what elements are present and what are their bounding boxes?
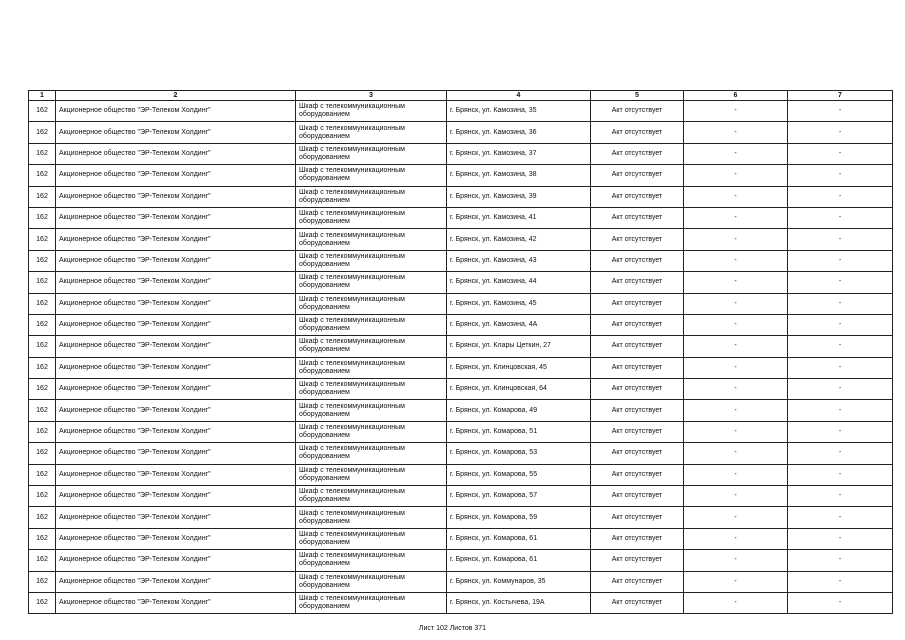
col7-cell: - — [788, 507, 893, 528]
row-number-cell: 162 — [29, 357, 56, 378]
act-status-cell: Акт отсутствует — [591, 528, 684, 549]
col7-cell: - — [788, 314, 893, 335]
table-row — [29, 272, 893, 293]
object-cell: Шкаф с телекоммуникационным оборудованием — [296, 229, 447, 250]
organization-cell: Акционерное общество "ЭР-Телеком Холдинг" — [56, 336, 296, 357]
address-cell: г. Брянск, ул. Комарова, 51 — [447, 421, 591, 442]
act-status-cell: Акт отсутствует — [591, 400, 684, 421]
organization-cell: Акционерное общество "ЭР-Телеком Холдинг" — [56, 400, 296, 421]
page-number: Лист 102 Листов 371 — [418, 625, 487, 632]
col6-cell: - — [684, 357, 788, 378]
row-number-cell: 162 — [29, 122, 56, 143]
organization-cell: Акционерное общество "ЭР-Телеком Холдинг" — [56, 486, 296, 507]
col7-cell: - — [788, 336, 893, 357]
col7-cell: - — [788, 165, 893, 186]
object-cell: Шкаф с телекоммуникационным оборудованием — [296, 507, 447, 528]
organization-cell: Акционерное общество "ЭР-Телеком Холдинг" — [56, 464, 296, 485]
col6-cell: - — [684, 421, 788, 442]
col7-cell: - — [788, 272, 893, 293]
organization-cell: Акционерное общество "ЭР-Телеком Холдинг" — [56, 272, 296, 293]
organization-cell: Акционерное общество "ЭР-Телеком Холдинг" — [56, 143, 296, 164]
organization-cell: Акционерное общество "ЭР-Телеком Холдинг" — [56, 443, 296, 464]
col6-cell: - — [684, 207, 788, 228]
column-header: 5 — [591, 91, 684, 101]
table-row — [29, 229, 893, 250]
col6-cell: - — [684, 143, 788, 164]
col6-cell: - — [684, 443, 788, 464]
act-status-cell: Акт отсутствует — [591, 207, 684, 228]
row-number-cell: 162 — [29, 592, 56, 613]
act-status-cell: Акт отсутствует — [591, 101, 684, 122]
table-row — [29, 528, 893, 549]
organization-cell: Акционерное общество "ЭР-Телеком Холдинг" — [56, 507, 296, 528]
object-cell: Шкаф с телекоммуникационным оборудованием — [296, 486, 447, 507]
act-status-cell: Акт отсутствует — [591, 507, 684, 528]
address-cell: г. Брянск, ул. Камозина, 41 — [447, 207, 591, 228]
organization-cell: Акционерное общество "ЭР-Телеком Холдинг" — [56, 293, 296, 314]
col7-cell: - — [788, 186, 893, 207]
address-cell: г. Брянск, ул. Комарова, 49 — [447, 400, 591, 421]
object-cell: Шкаф с телекоммуникационным оборудованием — [296, 464, 447, 485]
table-row — [29, 357, 893, 378]
col7-cell: - — [788, 550, 893, 571]
col7-cell: - — [788, 143, 893, 164]
col6-cell: - — [684, 571, 788, 592]
table-row — [29, 571, 893, 592]
organization-cell: Акционерное общество "ЭР-Телеком Холдинг" — [56, 550, 296, 571]
object-cell: Шкаф с телекоммуникационным оборудованием — [296, 143, 447, 164]
object-cell: Шкаф с телекоммуникационным оборудованием — [296, 550, 447, 571]
object-cell: Шкаф с телекоммуникационным оборудованием — [296, 592, 447, 613]
act-status-cell: Акт отсутствует — [591, 165, 684, 186]
table-row — [29, 101, 893, 122]
column-header: 2 — [56, 91, 296, 101]
table-row — [29, 314, 893, 335]
object-cell: Шкаф с телекоммуникационным оборудованием — [296, 314, 447, 335]
object-cell: Шкаф с телекоммуникационным оборудованием — [296, 250, 447, 271]
address-cell: г. Брянск, ул. Клинцовская, 45 — [447, 357, 591, 378]
act-status-cell: Акт отсутствует — [591, 186, 684, 207]
row-number-cell: 162 — [29, 314, 56, 335]
col7-cell: - — [788, 421, 893, 442]
address-cell: г. Брянск, ул. Комарова, 59 — [447, 507, 591, 528]
address-cell: г. Брянск, ул. Комарова, 61 — [447, 528, 591, 549]
row-number-cell: 162 — [29, 143, 56, 164]
organization-cell: Акционерное общество "ЭР-Телеком Холдинг" — [56, 357, 296, 378]
table-row — [29, 186, 893, 207]
col6-cell: - — [684, 400, 788, 421]
col6-cell: - — [684, 122, 788, 143]
organization-cell: Акционерное общество "ЭР-Телеком Холдинг" — [56, 250, 296, 271]
col7-cell: - — [788, 229, 893, 250]
organization-cell: Акционерное общество "ЭР-Телеком Холдинг" — [56, 421, 296, 442]
act-status-cell: Акт отсутствует — [591, 122, 684, 143]
address-cell: г. Брянск, ул. Камозина, 4А — [447, 314, 591, 335]
table-header — [29, 91, 893, 101]
col6-cell: - — [684, 336, 788, 357]
organization-cell: Акционерное общество "ЭР-Телеком Холдинг" — [56, 229, 296, 250]
row-number-cell: 162 — [29, 571, 56, 592]
address-cell: г. Брянск, ул. Камозина, 45 — [447, 293, 591, 314]
column-header: 6 — [684, 91, 788, 101]
row-number-cell: 162 — [29, 207, 56, 228]
act-status-cell: Акт отсутствует — [591, 571, 684, 592]
object-cell: Шкаф с телекоммуникационным оборудованием — [296, 443, 447, 464]
organization-cell: Акционерное общество "ЭР-Телеком Холдинг" — [56, 379, 296, 400]
table-row — [29, 379, 893, 400]
registry-table — [28, 90, 893, 614]
object-cell: Шкаф с телекоммуникационным оборудованием — [296, 421, 447, 442]
address-cell: г. Брянск, ул. Коммунаров, 35 — [447, 571, 591, 592]
row-number-cell: 162 — [29, 229, 56, 250]
table-row — [29, 250, 893, 271]
object-cell: Шкаф с телекоммуникационным оборудованием — [296, 165, 447, 186]
object-cell: Шкаф с телекоммуникационным оборудованием — [296, 122, 447, 143]
table-row — [29, 165, 893, 186]
organization-cell: Акционерное общество "ЭР-Телеком Холдинг" — [56, 314, 296, 335]
col6-cell: - — [684, 186, 788, 207]
col6-cell: - — [684, 550, 788, 571]
object-cell: Шкаф с телекоммуникационным оборудованием — [296, 272, 447, 293]
row-number-cell: 162 — [29, 464, 56, 485]
address-cell: г. Брянск, ул. Камозина, 43 — [447, 250, 591, 271]
address-cell: г. Брянск, ул. Камозина, 37 — [447, 143, 591, 164]
address-cell: г. Брянск, ул. Клинцовская, 64 — [447, 379, 591, 400]
address-cell: г. Брянск, ул. Комарова, 55 — [447, 464, 591, 485]
row-number-cell: 162 — [29, 379, 56, 400]
row-number-cell: 162 — [29, 550, 56, 571]
col7-cell: - — [788, 101, 893, 122]
table-row — [29, 443, 893, 464]
column-header: 4 — [447, 91, 591, 101]
col6-cell: - — [684, 101, 788, 122]
act-status-cell: Акт отсутствует — [591, 314, 684, 335]
table-row — [29, 507, 893, 528]
act-status-cell: Акт отсутствует — [591, 550, 684, 571]
col6-cell: - — [684, 592, 788, 613]
address-cell: г. Брянск, ул. Камозина, 44 — [447, 272, 591, 293]
act-status-cell: Акт отсутствует — [591, 143, 684, 164]
row-number-cell: 162 — [29, 421, 56, 442]
row-number-cell: 162 — [29, 336, 56, 357]
table-row — [29, 486, 893, 507]
object-cell: Шкаф с телекоммуникационным оборудованием — [296, 186, 447, 207]
col7-cell: - — [788, 400, 893, 421]
act-status-cell: Акт отсутствует — [591, 293, 684, 314]
table-row — [29, 421, 893, 442]
table-row — [29, 143, 893, 164]
table-body — [29, 101, 893, 614]
organization-cell: Акционерное общество "ЭР-Телеком Холдинг" — [56, 122, 296, 143]
table-row — [29, 400, 893, 421]
col6-cell: - — [684, 165, 788, 186]
column-header: 7 — [788, 91, 893, 101]
object-cell: Шкаф с телекоммуникационным оборудованием — [296, 571, 447, 592]
organization-cell: Акционерное общество "ЭР-Телеком Холдинг" — [56, 592, 296, 613]
object-cell: Шкаф с телекоммуникационным оборудованием — [296, 207, 447, 228]
col6-cell: - — [684, 379, 788, 400]
object-cell: Шкаф с телекоммуникационным оборудованием — [296, 528, 447, 549]
act-status-cell: Акт отсутствует — [591, 357, 684, 378]
col7-cell: - — [788, 486, 893, 507]
row-number-cell: 162 — [29, 250, 56, 271]
col6-cell: - — [684, 293, 788, 314]
address-cell: г. Брянск, ул. Камозина, 36 — [447, 122, 591, 143]
act-status-cell: Акт отсутствует — [591, 272, 684, 293]
organization-cell: Акционерное общество "ЭР-Телеком Холдинг" — [56, 186, 296, 207]
act-status-cell: Акт отсутствует — [591, 379, 684, 400]
act-status-cell: Акт отсутствует — [591, 592, 684, 613]
col6-cell: - — [684, 528, 788, 549]
address-cell: г. Брянск, ул. Костычева, 19А — [447, 592, 591, 613]
row-number-cell: 162 — [29, 165, 56, 186]
table-row — [29, 592, 893, 613]
col6-cell: - — [684, 229, 788, 250]
col6-cell: - — [684, 507, 788, 528]
col7-cell: - — [788, 571, 893, 592]
organization-cell: Акционерное общество "ЭР-Телеком Холдинг" — [56, 528, 296, 549]
organization-cell: Акционерное общество "ЭР-Телеком Холдинг" — [56, 165, 296, 186]
col7-cell: - — [788, 528, 893, 549]
address-cell: г. Брянск, ул. Комарова, 57 — [447, 486, 591, 507]
col6-cell: - — [684, 464, 788, 485]
col6-cell: - — [684, 314, 788, 335]
object-cell: Шкаф с телекоммуникационным оборудованием — [296, 357, 447, 378]
organization-cell: Акционерное общество "ЭР-Телеком Холдинг" — [56, 207, 296, 228]
table-row — [29, 336, 893, 357]
act-status-cell: Акт отсутствует — [591, 250, 684, 271]
act-status-cell: Акт отсутствует — [591, 421, 684, 442]
col7-cell: - — [788, 443, 893, 464]
organization-cell: Акционерное общество "ЭР-Телеком Холдинг" — [56, 101, 296, 122]
address-cell: г. Брянск, ул. Камозина, 38 — [447, 165, 591, 186]
col6-cell: - — [684, 272, 788, 293]
table-row — [29, 122, 893, 143]
row-number-cell: 162 — [29, 186, 56, 207]
address-cell: г. Брянск, ул. Камозина, 39 — [447, 186, 591, 207]
table-row — [29, 207, 893, 228]
table-row — [29, 550, 893, 571]
row-number-cell: 162 — [29, 443, 56, 464]
address-cell: г. Брянск, ул. Комарова, 61 — [447, 550, 591, 571]
row-number-cell: 162 — [29, 507, 56, 528]
col7-cell: - — [788, 379, 893, 400]
row-number-cell: 162 — [29, 293, 56, 314]
row-number-cell: 162 — [29, 486, 56, 507]
act-status-cell: Акт отсутствует — [591, 229, 684, 250]
act-status-cell: Акт отсутствует — [591, 486, 684, 507]
col7-cell: - — [788, 122, 893, 143]
address-cell: г. Брянск, ул. Камозина, 35 — [447, 101, 591, 122]
address-cell: г. Брянск, ул. Комарова, 53 — [447, 443, 591, 464]
row-number-cell: 162 — [29, 400, 56, 421]
organization-cell: Акционерное общество "ЭР-Телеком Холдинг" — [56, 571, 296, 592]
col6-cell: - — [684, 250, 788, 271]
col7-cell: - — [788, 592, 893, 613]
column-header: 1 — [29, 91, 56, 101]
act-status-cell: Акт отсутствует — [591, 464, 684, 485]
col7-cell: - — [788, 250, 893, 271]
object-cell: Шкаф с телекоммуникационным оборудованием — [296, 336, 447, 357]
table-row — [29, 464, 893, 485]
act-status-cell: Акт отсутствует — [591, 336, 684, 357]
object-cell: Шкаф с телекоммуникационным оборудованием — [296, 101, 447, 122]
row-number-cell: 162 — [29, 101, 56, 122]
row-number-cell: 162 — [29, 528, 56, 549]
column-header: 3 — [296, 91, 447, 101]
object-cell: Шкаф с телекоммуникационным оборудованием — [296, 379, 447, 400]
address-cell: г. Брянск, ул. Клары Цеткин, 27 — [447, 336, 591, 357]
col7-cell: - — [788, 464, 893, 485]
col7-cell: - — [788, 357, 893, 378]
col6-cell: - — [684, 486, 788, 507]
object-cell: Шкаф с телекоммуникационным оборудованием — [296, 293, 447, 314]
header-row — [29, 91, 893, 101]
act-status-cell: Акт отсутствует — [591, 443, 684, 464]
address-cell: г. Брянск, ул. Камозина, 42 — [447, 229, 591, 250]
object-cell: Шкаф с телекоммуникационным оборудованием — [296, 400, 447, 421]
table-row — [29, 293, 893, 314]
col7-cell: - — [788, 293, 893, 314]
row-number-cell: 162 — [29, 272, 56, 293]
col7-cell: - — [788, 207, 893, 228]
